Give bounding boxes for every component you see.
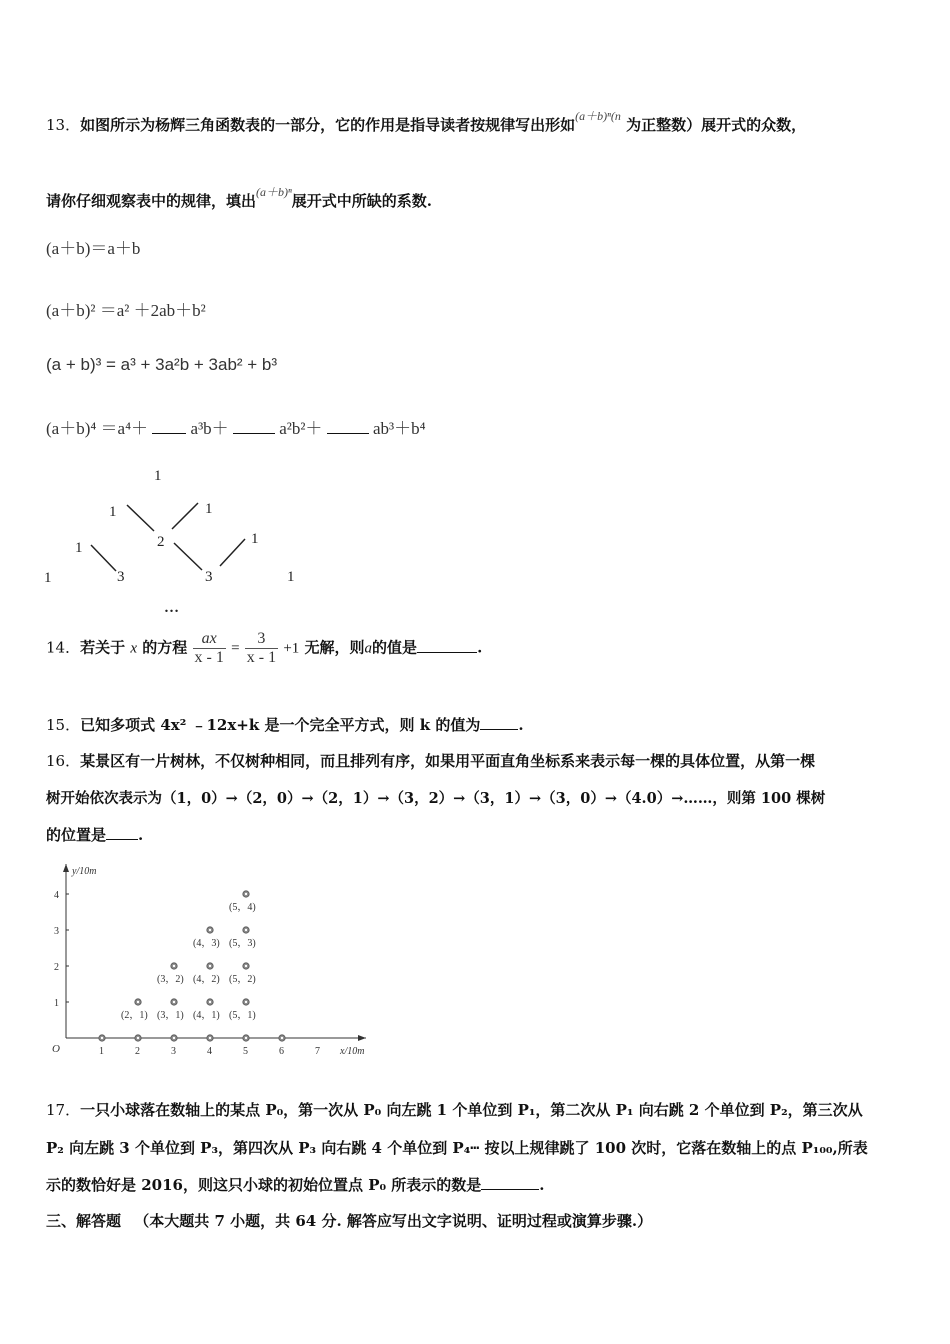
data-point-center <box>173 965 175 967</box>
data-point-label: (2，1) <box>121 1010 148 1021</box>
data-point-center <box>245 929 247 931</box>
q14-line <box>46 630 482 667</box>
q14-text-c: 无解，则 <box>304 638 365 657</box>
q17-line2 <box>46 1137 868 1158</box>
tri-r3-2: 1 <box>251 531 259 547</box>
data-point-label: (5，3) <box>229 938 256 949</box>
eq4 <box>46 414 426 439</box>
tri-ellipsis: … <box>164 600 179 616</box>
y-axis-label: y/10m <box>72 866 97 877</box>
tree-position-chart <box>40 850 370 1065</box>
q16-end: . <box>138 826 144 844</box>
x-tick-label: 2 <box>135 1046 140 1057</box>
q13-text-b: 为正整数）展开式的众数， <box>626 116 807 134</box>
section3-title: 三、解答题 <box>46 1212 122 1230</box>
tri-r3-0: 1 <box>75 540 83 556</box>
tri-r4-3: 1 <box>287 569 295 585</box>
q13-line2 <box>46 185 433 211</box>
q13-text-d: 展开式中所缺的系数. <box>291 192 433 210</box>
tri-r3-1: 2 <box>157 534 165 550</box>
x-axis-label: x/10m <box>340 1046 365 1057</box>
eq3: (a + b)³ = a³ + 3a²b + 3ab² + b³ <box>46 355 278 374</box>
eq2: (a＋b)² ＝a² ＋2ab＋b² <box>46 301 206 320</box>
q14-text-d: 的值是 <box>372 638 418 657</box>
y-axis-arrow <box>63 864 69 872</box>
q13-expr: (a＋b)ⁿ(n <box>575 109 621 123</box>
data-point-label: (3，2) <box>157 974 184 985</box>
data-point-center <box>209 929 211 931</box>
q14-frac2-den: x - 1 <box>246 649 277 666</box>
data-point-label: (3，1) <box>157 1010 184 1021</box>
tri-r1-0: 1 <box>154 468 162 484</box>
data-point-label: (5，2) <box>229 974 256 985</box>
data-point-label: (5，4) <box>229 902 256 913</box>
y-tick-label: 4 <box>54 890 59 901</box>
eq4-blank-1[interactable] <box>152 419 186 434</box>
q14-frac2 <box>245 630 278 667</box>
q16-answer-blank[interactable] <box>106 825 138 840</box>
data-point-center <box>245 965 247 967</box>
pascal-triangle <box>40 460 320 620</box>
section3-heading <box>46 1210 652 1231</box>
eq4-part-d: ab³＋b⁴ <box>372 419 426 438</box>
q17-text-1: 一只小球落在数轴上的某点 P₀，第一次从 P₀ 向左跳 1 个单位到 P₁，第二次从 P₁ 向右跳 2 个单位到 P₂，第三次从 <box>80 1101 863 1119</box>
q15-end: . <box>518 716 524 734</box>
q17-line3 <box>46 1174 545 1195</box>
q13-text-a: 如图所示为杨辉三角函数表的一部分，它的作用是指导读者按规律写出形如 <box>80 116 576 134</box>
q17-text-2: P₂ 向左跳 3 个单位到 P₃，第四次从 P₃ 向右跳 4 个单位到 P₄┅ 按以上规律跳了 100 次时，它落在数轴上的点 P₁₀₀,所表 <box>46 1139 868 1157</box>
q16-line2 <box>46 787 825 808</box>
origin-label: O <box>52 1043 60 1055</box>
data-point-center <box>245 1001 247 1003</box>
q16-text-1: 某景区有一片树林，不仅树种相同，而且排列有序，如果用平面直角坐标系来表示每一棵的具体位置，从第一棵 <box>80 752 816 770</box>
q14-number: 14． <box>46 638 81 657</box>
q14-frac1-num: ax <box>201 630 217 647</box>
tri-r2-1: 1 <box>205 501 213 517</box>
q14-eq-sign: = <box>231 640 240 657</box>
x-tick-label: 5 <box>243 1046 248 1057</box>
q14-frac2-num: 3 <box>257 630 266 647</box>
x-tick-label: 7 <box>315 1046 320 1057</box>
x-tick-label: 4 <box>207 1046 212 1057</box>
eq1: (a＋b)＝a＋b <box>46 239 141 258</box>
x-tick-label: 3 <box>171 1046 176 1057</box>
q16-text-3: 的位置是 <box>46 826 107 844</box>
q14-answer-blank[interactable] <box>417 638 477 653</box>
data-point-center <box>173 1037 175 1039</box>
y-tick-label: 1 <box>54 998 59 1009</box>
tri-r2-0: 1 <box>109 504 117 520</box>
eq4-blank-3[interactable] <box>327 419 369 434</box>
data-point-center <box>137 1037 139 1039</box>
q16-line1 <box>46 750 815 771</box>
tri-r4-2: 3 <box>205 569 213 585</box>
x-tick-label: 6 <box>279 1046 284 1057</box>
q13-number: 13． <box>46 116 81 134</box>
q16-text-2: 树开始依次表示为（1，0）→（2，0）→（2，1）→（3，2）→（3，1）→（3，0）→（4.0）→……，则第 100 棵树 <box>46 790 826 807</box>
q15-number: 15． <box>46 716 81 734</box>
chart-axes <box>52 864 366 1057</box>
data-point-label: (5，1) <box>229 1010 256 1021</box>
q14-end: . <box>477 638 483 657</box>
q17-text-3: 示的数恰好是 2016，则这只小球的初始位置点 P₀ 所表示的数是 <box>46 1176 482 1194</box>
q17-line1 <box>46 1099 863 1120</box>
q17-number: 17． <box>46 1101 81 1119</box>
data-point-center <box>137 1001 139 1003</box>
q15-line <box>46 714 524 735</box>
eq4-part-c: a²b²＋ <box>279 419 323 438</box>
tri-r4-0: 1 <box>44 570 52 586</box>
q14-plus-one: +1 <box>283 640 300 657</box>
q17-answer-blank[interactable] <box>481 1175 539 1190</box>
q14-text-a: 若关于 <box>80 638 126 657</box>
eq4-part-b: a³b＋ <box>190 419 229 438</box>
q14-text-b: 的方程 <box>142 638 188 657</box>
data-point-label: (4，3) <box>193 938 220 949</box>
q16-number: 16． <box>46 752 81 770</box>
chart-points <box>99 891 285 1041</box>
data-point-center <box>245 1037 247 1039</box>
y-tick-label: 3 <box>54 926 59 937</box>
q15-text: 已知多项式 4x² ﹣12x+k 是一个完全平方式，则 k 的值为 <box>80 716 481 734</box>
q13-line1 <box>46 109 807 135</box>
q13-expr2: (a＋b)ⁿ <box>256 185 292 199</box>
data-point-label: (4，1) <box>193 1010 220 1021</box>
data-point-label: (4，2) <box>193 974 220 985</box>
data-point-center <box>173 1001 175 1003</box>
data-point-center <box>209 1037 211 1039</box>
q17-end: . <box>539 1176 545 1194</box>
x-tick-label: 1 <box>99 1046 104 1057</box>
data-point-center <box>209 1001 211 1003</box>
q14-frac1-den: x - 1 <box>194 649 224 666</box>
data-point-center <box>281 1037 283 1039</box>
data-point-center <box>209 965 211 967</box>
q14-var: x <box>130 640 138 657</box>
y-tick-label: 2 <box>54 962 59 973</box>
x-axis-arrow <box>358 1035 366 1041</box>
section3-note: （本大题共 7 小题，共 64 分. 解答应写出文字说明、证明过程或演算步骤.） <box>134 1212 653 1230</box>
data-point-center <box>101 1037 103 1039</box>
eq4-blank-2[interactable] <box>233 419 275 434</box>
q13-text-c: 请你仔细观察表中的规律，填出 <box>46 192 257 210</box>
q14-var2: a <box>364 640 373 657</box>
q14-frac1 <box>193 630 226 667</box>
q15-answer-blank[interactable] <box>480 715 518 730</box>
data-point-center <box>245 893 247 895</box>
eq4-part-a: (a＋b)⁴ ＝a⁴＋ <box>46 419 149 438</box>
q16-line3 <box>46 824 143 845</box>
tri-r4-1: 3 <box>117 569 125 585</box>
